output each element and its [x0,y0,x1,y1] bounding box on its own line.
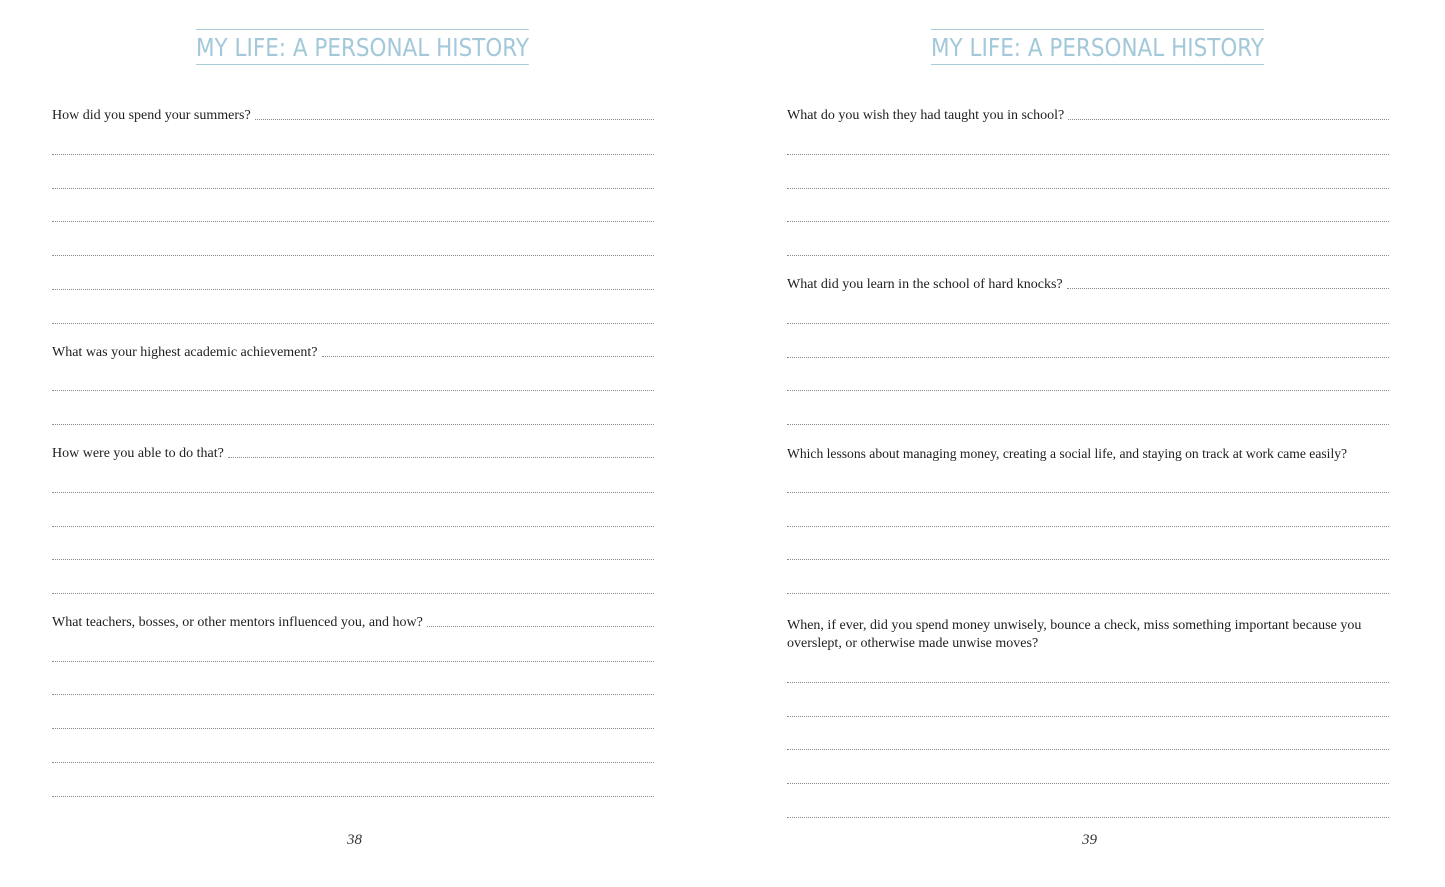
answer-line[interactable] [787,682,1389,683]
answer-line[interactable] [52,796,654,797]
question-text: How were you able to do that? [52,446,224,461]
answer-line[interactable] [228,457,654,458]
answer-line[interactable] [427,626,654,627]
answer-line[interactable] [787,357,1389,358]
answer-line[interactable] [787,783,1389,784]
answer-line[interactable] [787,526,1389,527]
answer-line[interactable] [52,526,654,527]
answer-line[interactable] [52,390,654,391]
answer-line[interactable] [787,492,1389,493]
question-text: What was your highest academic achievement? [52,345,318,360]
question-row [52,343,654,361]
answer-line[interactable] [52,188,654,189]
answer-line[interactable] [787,154,1389,155]
answer-line[interactable] [787,323,1389,324]
answer-line[interactable] [787,424,1389,425]
answer-line[interactable] [52,559,654,560]
answer-line[interactable] [787,255,1389,256]
answer-line[interactable] [787,716,1389,717]
left-page [0,0,722,887]
question-row [52,444,654,462]
page-header: MY LIFE: A PERSONAL HISTORY [196,29,529,65]
question-text: What do you wish they had taught you in school? [787,108,1065,123]
answer-line[interactable] [52,323,654,324]
question-text: What did you learn in the school of hard knocks? [787,277,1063,292]
answer-line[interactable] [52,154,654,155]
right-page [723,0,1445,887]
question-row [52,106,654,124]
answer-line[interactable] [787,593,1389,594]
question-text: When, if ever, did you spend money unwisely, bounce a check, miss something important because you overslept, or otherwise made unwise moves? [787,618,1362,651]
answer-line[interactable] [1068,119,1389,120]
answer-line[interactable] [1067,288,1389,289]
answer-line[interactable] [52,661,654,662]
answer-line[interactable] [52,728,654,729]
page-header: MY LIFE: A PERSONAL HISTORY [931,29,1264,65]
answer-line[interactable] [787,221,1389,222]
page-number: 38 [347,832,362,848]
answer-line[interactable] [787,749,1389,750]
answer-line[interactable] [52,289,654,290]
page-number: 39 [1082,832,1097,848]
answer-line[interactable] [52,694,654,695]
answer-line[interactable] [787,559,1389,560]
question-text: Which lessons about managing money, creating a social life, and staying on track at work came easily? [787,446,1348,461]
answer-line[interactable] [322,356,655,357]
answer-line[interactable] [52,492,654,493]
answer-line[interactable] [52,255,654,256]
answer-line[interactable] [255,119,654,120]
answer-line[interactable] [787,817,1389,818]
answer-line[interactable] [787,390,1389,391]
question-row [52,613,654,631]
question-row [787,106,1389,124]
answer-line[interactable] [52,424,654,425]
question-text: What teachers, bosses, or other mentors influenced you, and how? [52,615,423,630]
question-text: How did you spend your summers? [52,108,251,123]
answer-line[interactable] [52,221,654,222]
question-row [787,275,1389,293]
answer-line[interactable] [787,188,1389,189]
answer-line[interactable] [52,762,654,763]
answer-line[interactable] [52,593,654,594]
